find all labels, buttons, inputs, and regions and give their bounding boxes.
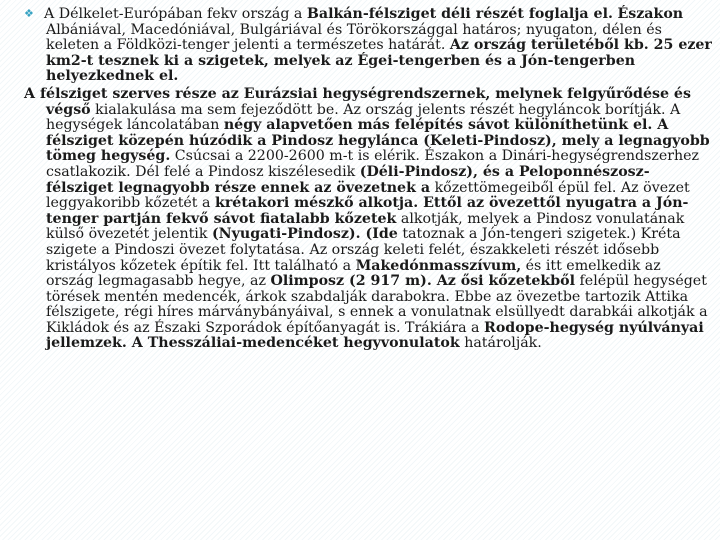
slide-content: [12, 6, 712, 352]
paragraph-2: A félsziget szerves része az Eurázsiai hegységrendszernek, melynek felgyűrődése és végső kialakulása ma sem fejeződött be. Az ország jelents részét hegyláncok borítják. A hegységek láncolatában négy alapvetően más felépítés sávot különíthetünk el. A félsziget közepén húzódik a Pindosz hegylánca (Keleti-Pindosz), mely a legnagyobb tömeg hegység. Csúcsai a 2200-2600 m-t is elérik. Északon a Dinári-hegységrendszerhez csatlakozik. Dél felé a Pindosz kiszélesedik (Déli-Pindosz), és a Peloponnészosz-félsziget legnagyobb része ennek az övezetnek a kőzettömegeiből épül fel. Az övezet leggyakoribb kőzetét a krétakori mészkő alkotja. Ettől az övezettől nyugatra a Jón-tenger partján fekvő sávot fiatalabb kőzetek alkotják, melyek a Pindosz vonulatának külső övezetét jelentik (Nyugati-Pindosz). (Ide tatoznak a Jón-tengeri szigetek.) Kréta szigete a Pindoszi övezet folytatása. Az ország keleti felét, északkeleti részét idősebb kristályos kőzetek építik fel. Itt található a Makedónmasszívum, és itt emelkedik az ország legmagasabb hegye, az Olimposz (2 917 m). Az ősi kőzetekből felépül hegységet törések mentén medencék, árkok szabdalják darabokra. Ebbe az övezetbe tartozik Attika félszigete, régi híres márványbányáival, s ennek a vonulatnak elsüllyedt darabkái alkotják a Kikládok és az Északi Szporádok építőanyagát is. Trákiára a Rodope-hegység nyúlványai jellemzek. A Thesszáliai-medencéket hegyvonulatok határolják.: [24, 85, 710, 352]
paragraph-1: ❖ A Délkelet-Európában fekv ország a Balkán-félsziget déli részét foglalja el. Északon Albániával, Macedóniával, Bulgáriával és Törökországgal határos; nyugaton, délen és keleten a Földközi-tenger jelenti a természetes határát. Az ország területéből kb. 25 ezer km2-t tesznek ki a szigetek, melyek az Égei-tengerben és a Jón-tengerben helyezkednek el.: [24, 6, 712, 85]
bullet-icon: ❖: [24, 7, 34, 20]
